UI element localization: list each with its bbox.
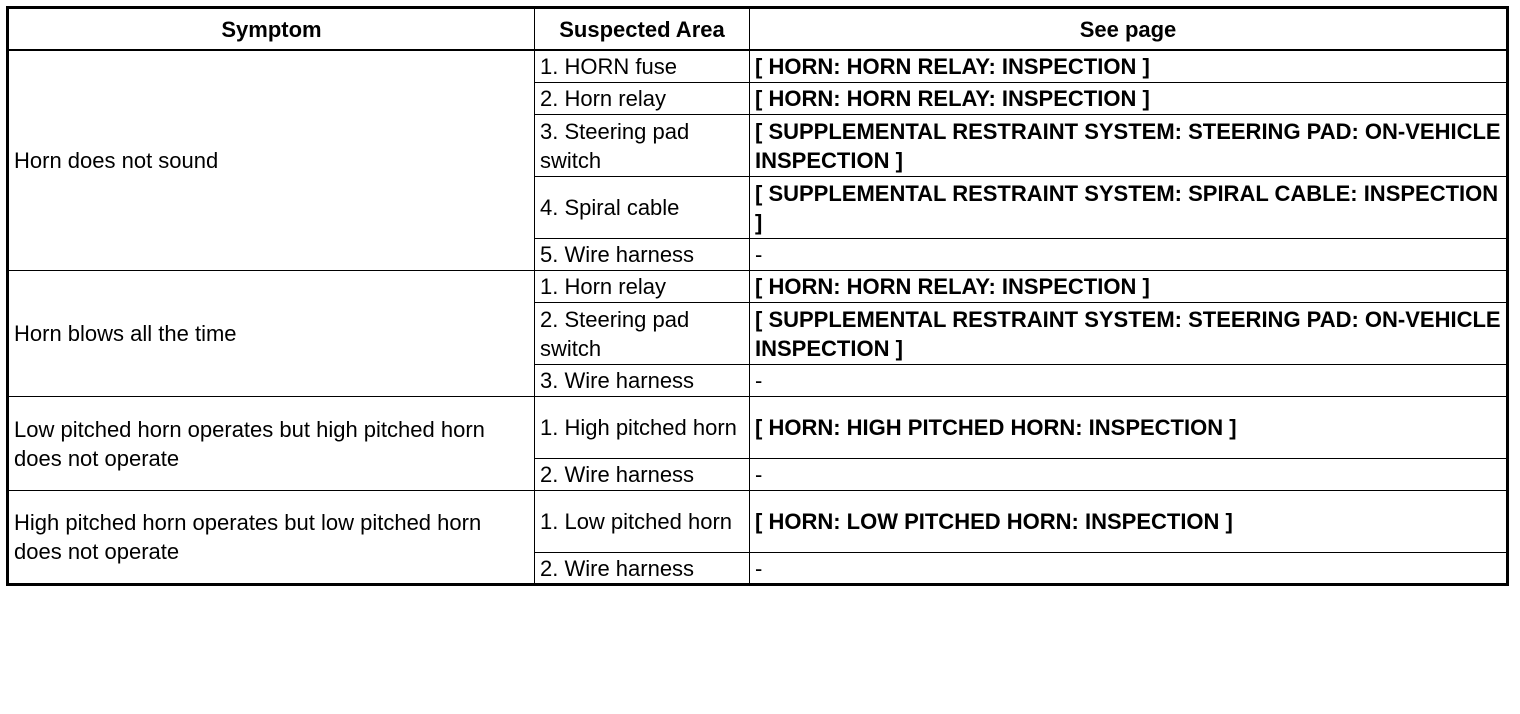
table-row [8,397,1508,459]
suspected-area-cell: 1. High pitched horn [535,397,750,459]
see-page-link[interactable]: [ SUPPLEMENTAL RESTRAINT SYSTEM: STEERING PAD: ON-VEHICLE INSPECTION ] [750,115,1508,177]
table-row [8,491,1508,553]
symptom-cell: Low pitched horn operates but high pitched horn does not operate [8,397,535,491]
symptom-cell: High pitched horn operates but low pitched horn does not operate [8,491,535,585]
suspected-area-cell: 4. Spiral cable [535,177,750,239]
suspected-area-cell: 1. Low pitched horn [535,491,750,553]
see-page-link[interactable]: [ SUPPLEMENTAL RESTRAINT SYSTEM: SPIRAL CABLE: INSPECTION ] [750,177,1508,239]
see-page-link[interactable]: [ SUPPLEMENTAL RESTRAINT SYSTEM: STEERING PAD: ON-VEHICLE INSPECTION ] [750,303,1508,365]
symptom-table [6,6,1509,586]
symptom-cell: Horn does not sound [8,50,535,271]
header-symptom: Symptom [8,8,535,51]
see-page-link[interactable]: [ HORN: HORN RELAY: INSPECTION ] [750,50,1508,83]
see-page-cell: - [750,239,1508,271]
table-row [8,271,1508,303]
suspected-area-cell: 2. Wire harness [535,553,750,585]
see-page-cell: - [750,459,1508,491]
see-page-cell: - [750,553,1508,585]
symptom-cell: Horn blows all the time [8,271,535,397]
header-see-page: See page [750,8,1508,51]
see-page-link[interactable]: [ HORN: LOW PITCHED HORN: INSPECTION ] [750,491,1508,553]
suspected-area-cell: 3. Wire harness [535,365,750,397]
suspected-area-cell: 1. HORN fuse [535,50,750,83]
suspected-area-cell: 5. Wire harness [535,239,750,271]
see-page-link[interactable]: [ HORN: HIGH PITCHED HORN: INSPECTION ] [750,397,1508,459]
suspected-area-cell: 3. Steering pad switch [535,115,750,177]
suspected-area-cell: 2. Wire harness [535,459,750,491]
suspected-area-cell: 2. Horn relay [535,83,750,115]
see-page-link[interactable]: [ HORN: HORN RELAY: INSPECTION ] [750,83,1508,115]
see-page-link[interactable]: [ HORN: HORN RELAY: INSPECTION ] [750,271,1508,303]
see-page-cell: - [750,365,1508,397]
header-suspected-area: Suspected Area [535,8,750,51]
table-header-row [8,8,1508,51]
suspected-area-cell: 2. Steering pad switch [535,303,750,365]
suspected-area-cell: 1. Horn relay [535,271,750,303]
table-row [8,50,1508,83]
